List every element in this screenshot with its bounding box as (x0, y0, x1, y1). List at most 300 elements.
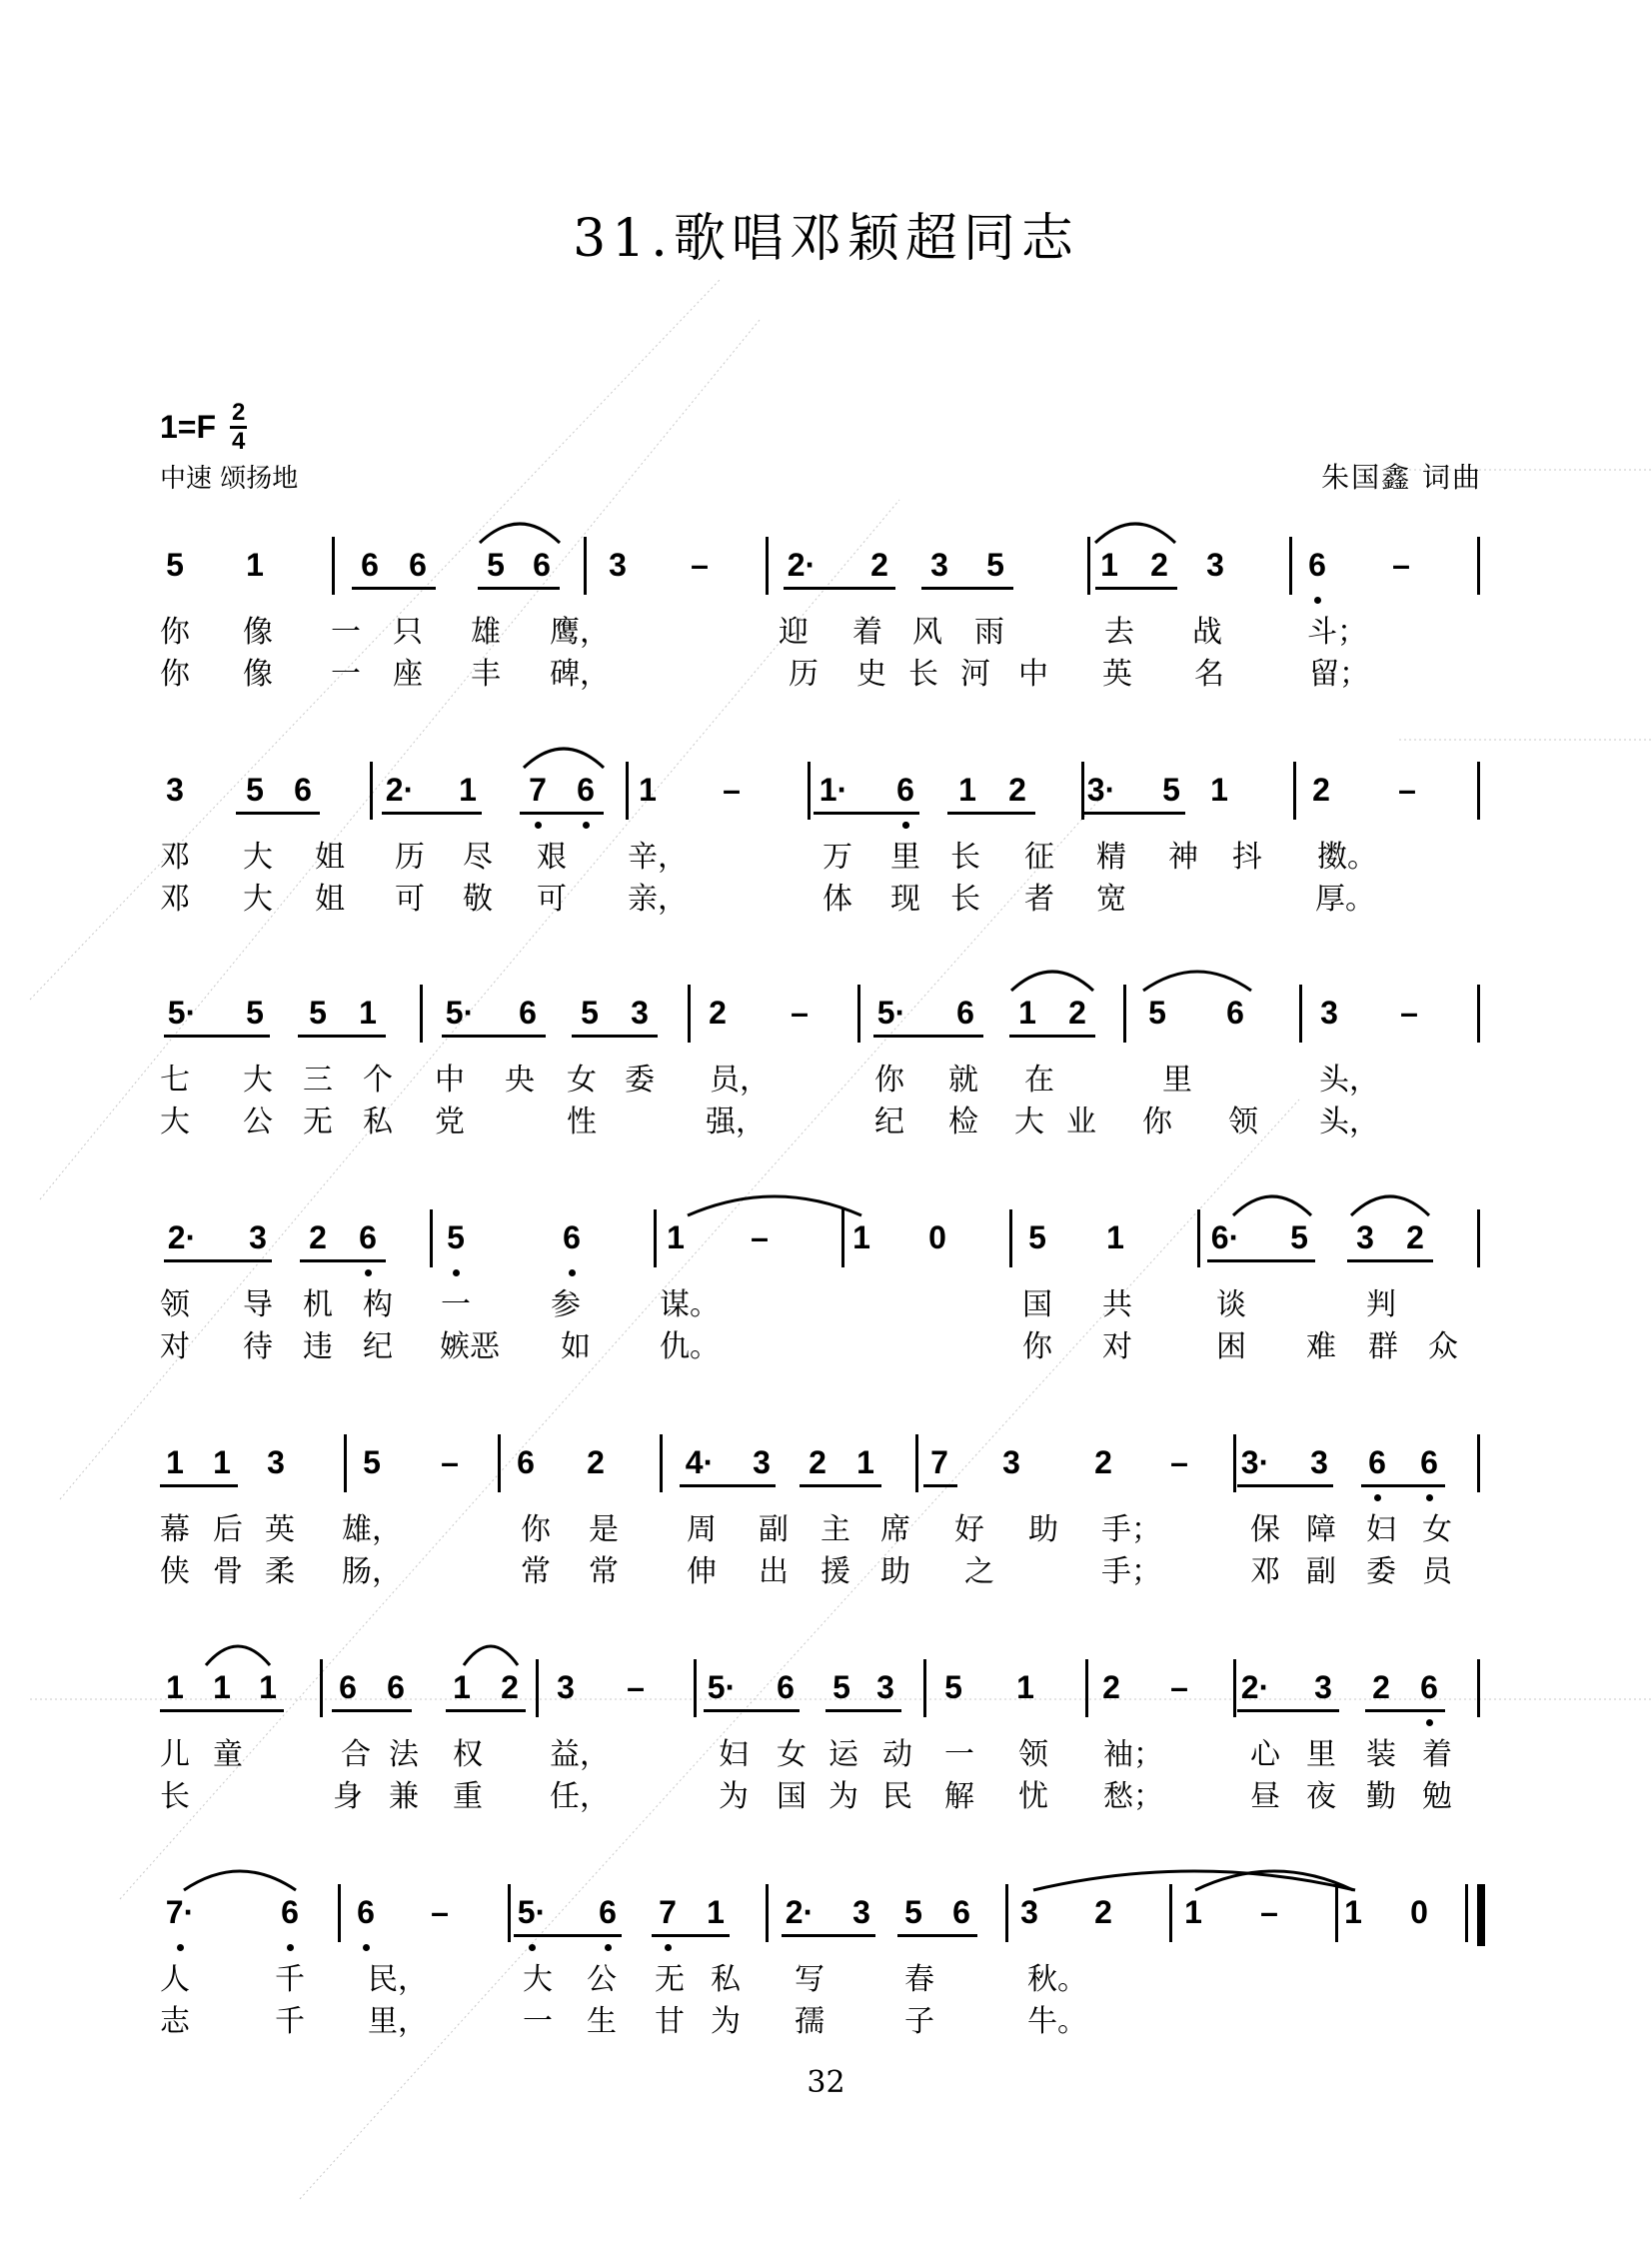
note: 1 (1016, 1669, 1034, 1705)
beam-underline (572, 1035, 658, 1038)
lyric-verse-2: 愁； (1103, 1779, 1163, 1814)
note: 5 (487, 547, 505, 583)
lyric-verse-1: 精 (1096, 840, 1126, 875)
note: 2 (1094, 1444, 1112, 1480)
lyric-verse-2: 兼 (389, 1779, 419, 1814)
lyric-verse-1: 写 (795, 1962, 825, 1997)
note: 3 (1020, 1894, 1038, 1930)
lyric-verse-1: 三 (303, 1063, 333, 1098)
lyric-verse-2: 为 (828, 1779, 858, 1814)
lyric-verse-1: 大 (523, 1962, 553, 1997)
lyric-verse-1: 副 (759, 1512, 789, 1547)
lyric-verse-2: 助 (880, 1554, 910, 1589)
lyric-verse-1: 员， (710, 1063, 770, 1098)
lyric-verse-1: 尽 (463, 840, 493, 875)
note: 5 (832, 1669, 850, 1705)
slur (1011, 972, 1093, 991)
beam-underline (826, 1709, 901, 1712)
slur (464, 1646, 518, 1665)
lyric-verse-2: 子 (904, 2004, 934, 2039)
lyric-verse-1: 长 (950, 840, 980, 875)
note: 2 (309, 1219, 327, 1255)
lyric-verse-1: 里 (1306, 1737, 1336, 1772)
lyric-verse-2: 副 (1306, 1554, 1336, 1589)
beam-underline (164, 1035, 270, 1038)
lyric-verse-1: 斗； (1307, 615, 1367, 650)
lyric-verse-2: 体 (823, 882, 852, 917)
beam-underline (782, 1934, 875, 1937)
lyric-verse-1: 擞。 (1317, 840, 1377, 875)
beam-underline (947, 812, 1035, 815)
octave-dot-below (583, 822, 590, 829)
lyric-verse-2: 里， (368, 2004, 428, 2039)
lyric-verse-2: 长 (950, 882, 980, 917)
lyric-verse-1: 艰 (537, 840, 567, 875)
lyric-verse-2: 解 (944, 1779, 974, 1814)
lyric-verse-1: 后 (213, 1512, 243, 1547)
note: 1 (667, 1219, 685, 1255)
lyric-verse-1: 一 (331, 615, 361, 650)
note: 1 (359, 995, 377, 1031)
note: 2· (385, 772, 415, 808)
lyric-verse-1: 姐 (315, 840, 345, 875)
note: – (791, 995, 809, 1031)
lyric-verse-1: 邓 (160, 840, 190, 875)
lyric-verse-1: 神 (1168, 840, 1198, 875)
lyric-verse-2: 史 (856, 657, 886, 692)
lyric-verse-2: 党 (435, 1105, 465, 1139)
note: – (1392, 547, 1410, 583)
lyric-verse-2: 历 (789, 657, 819, 692)
lyric-verse-2: 重 (453, 1779, 483, 1814)
beam-underline (800, 1484, 881, 1487)
note: 2 (1150, 547, 1168, 583)
note: 2· (787, 547, 817, 583)
note: 2 (587, 1444, 605, 1480)
lyric-verse-1: 领 (1018, 1737, 1048, 1772)
lyric-verse-1: 袖； (1103, 1737, 1163, 1772)
note: – (627, 1669, 645, 1705)
note: 6 (1308, 547, 1326, 583)
note: 7 (529, 772, 547, 808)
note: 1· (819, 772, 848, 808)
note: 0 (928, 1219, 946, 1255)
barline (660, 1434, 663, 1492)
lyric-verse-1: 参 (551, 1287, 581, 1322)
lyric-verse-2: 生 (587, 2004, 617, 2039)
barline (344, 1434, 347, 1492)
barline (1477, 1434, 1480, 1492)
lyric-verse-2: 长 (160, 1779, 190, 1814)
octave-dot-below (569, 1269, 576, 1276)
lyric-verse-1: 战 (1192, 615, 1222, 650)
note: 2 (1094, 1894, 1112, 1930)
lyric-verse-2: 如 (561, 1329, 591, 1364)
slur (1095, 524, 1175, 543)
lyric-verse-2: 任， (550, 1779, 610, 1814)
note: 5 (1290, 1219, 1308, 1255)
lyric-verse-2: 邓 (160, 882, 190, 917)
note: 5 (1148, 995, 1166, 1031)
beam-underline (446, 1709, 526, 1712)
lyric-verse-2: 名 (1194, 657, 1224, 692)
note: 6 (533, 547, 551, 583)
note: 1 (1184, 1894, 1202, 1930)
note: – (441, 1444, 459, 1480)
beam-underline (704, 1709, 800, 1712)
lyric-verse-2: 常 (589, 1554, 619, 1589)
time-denominator: 4 (232, 428, 246, 455)
lyric-verse-1: 女 (777, 1737, 807, 1772)
lyric-verse-2: 业 (1066, 1105, 1096, 1139)
barline (1233, 1434, 1236, 1492)
beam-underline (1095, 587, 1177, 590)
slur (1233, 1196, 1311, 1215)
beam-underline (514, 1934, 622, 1937)
lyric-verse-1: 判 (1366, 1287, 1396, 1322)
lyric-verse-1: 妇 (1366, 1512, 1396, 1547)
slur-layer (0, 730, 1652, 790)
slur (206, 1646, 270, 1665)
note: 5 (904, 1894, 922, 1930)
slur (480, 524, 560, 543)
lyric-verse-1: 共 (1102, 1287, 1132, 1322)
note: 6 (599, 1894, 617, 1930)
note: 6 (357, 1894, 375, 1930)
lyric-verse-2: 邓 (1250, 1554, 1280, 1589)
beam-underline (160, 1709, 284, 1712)
note: 6 (517, 1444, 535, 1480)
lyric-verse-2: 众 (1428, 1329, 1458, 1364)
octave-dot-below (287, 1944, 294, 1951)
lyric-verse-2: 对 (160, 1329, 190, 1364)
lyric-verse-2: 长 (908, 657, 938, 692)
beam-underline (1083, 812, 1185, 815)
lyric-verse-1: 妇 (719, 1737, 749, 1772)
lyric-verse-2: 嫉恶 (440, 1329, 500, 1364)
key-signature (160, 400, 247, 455)
lyric-verse-1: 里 (1162, 1063, 1192, 1098)
lyric-verse-1: 导 (243, 1287, 273, 1322)
lyric-verse-2: 大 (160, 1105, 190, 1139)
lyric-verse-2: 大 (1014, 1105, 1044, 1139)
note: 6 (1420, 1669, 1438, 1705)
lyric-verse-1: 千 (275, 1962, 305, 1997)
lyric-verse-2: 待 (243, 1329, 273, 1364)
lyric-verse-2: 私 (363, 1105, 393, 1139)
lyric-verse-2: 难 (1306, 1329, 1336, 1364)
lyric-verse-2: 你 (1022, 1329, 1052, 1364)
beam-underline (921, 587, 1013, 590)
note: 3· (1240, 1444, 1270, 1480)
lyric-verse-2: 大 (243, 882, 273, 917)
lyric-verse-1: 去 (1104, 615, 1134, 650)
lyric-verse-1: 央 (505, 1063, 535, 1098)
beam-underline (923, 1484, 957, 1487)
note: 3 (876, 1669, 894, 1705)
lyric-verse-2: 昼 (1250, 1779, 1280, 1814)
lyric-verse-1: 你 (160, 615, 190, 650)
lyric-verse-2: 现 (890, 882, 920, 917)
lyric-verse-2: 手； (1101, 1554, 1161, 1589)
lyric-verse-1: 大 (243, 1063, 273, 1098)
note: 2· (167, 1219, 197, 1255)
beam-underline (873, 1035, 983, 1038)
lyric-verse-2: 可 (537, 882, 567, 917)
key-label: 1=F (160, 409, 217, 445)
note: 1 (259, 1669, 277, 1705)
lyric-verse-2: 违 (303, 1329, 333, 1364)
beam-underline (352, 587, 436, 590)
note: 5· (707, 1669, 737, 1705)
lyric-verse-1: 机 (303, 1287, 333, 1322)
lyric-verse-2: 为 (719, 1779, 749, 1814)
lyric-verse-2: 纪 (363, 1329, 393, 1364)
note: 3 (631, 995, 649, 1031)
lyric-verse-1: 领 (160, 1287, 190, 1322)
octave-dot-below (1426, 1719, 1433, 1726)
score-system-4 (0, 1217, 1652, 1417)
note: 6· (1210, 1219, 1240, 1255)
octave-dot-below (177, 1944, 184, 1951)
beam-underline (652, 1934, 730, 1937)
lyric-verse-1: 个 (363, 1063, 393, 1098)
note: 5 (166, 547, 184, 583)
beam-underline (236, 812, 320, 815)
note: 1 (856, 1444, 874, 1480)
note: 6 (409, 547, 427, 583)
lyric-verse-1: 私 (711, 1962, 741, 1997)
lyric-verse-1: 主 (821, 1512, 850, 1547)
octave-dot-below (365, 1269, 372, 1276)
lyric-verse-2: 志 (160, 2004, 190, 2039)
note: 3 (249, 1219, 267, 1255)
beam-underline (164, 1259, 272, 1262)
note: 7 (930, 1444, 948, 1480)
lyric-verse-1: 就 (948, 1063, 978, 1098)
beam-underline (478, 587, 560, 590)
lyric-verse-1: 障 (1306, 1512, 1336, 1547)
note: 1 (1100, 547, 1118, 583)
lyric-verse-1: 保 (1250, 1512, 1280, 1547)
note: 1 (246, 547, 264, 583)
lyric-verse-2: 为 (711, 2004, 741, 2039)
note: 5· (517, 1894, 547, 1930)
note: 1 (213, 1444, 231, 1480)
lyric-verse-2: 侠 (160, 1554, 190, 1589)
lyric-verse-2: 亲， (628, 882, 688, 917)
note: 3· (1086, 772, 1116, 808)
lyric-verse-2: 者 (1024, 882, 1054, 917)
note: 3 (753, 1444, 771, 1480)
lyric-verse-1: 心 (1250, 1737, 1280, 1772)
barline (915, 1434, 918, 1492)
slur (1195, 1871, 1353, 1890)
lyric-verse-1: 公 (587, 1962, 617, 1997)
note: 2 (1008, 772, 1026, 808)
lyric-verse-1: 女 (1422, 1512, 1452, 1547)
lyric-verse-1: 秋。 (1027, 1962, 1087, 1997)
note: 6 (563, 1219, 581, 1255)
lyric-verse-1: 女 (567, 1063, 597, 1098)
lyric-verse-2: 夜 (1306, 1779, 1336, 1814)
lyric-verse-2: 性 (567, 1105, 597, 1139)
lyric-verse-2: 身 (333, 1779, 363, 1814)
lyric-verse-1: 合 (341, 1737, 371, 1772)
note: 6 (359, 1219, 377, 1255)
note: 5 (447, 1219, 465, 1255)
beam-underline (784, 587, 895, 590)
note: 2· (1240, 1669, 1270, 1705)
lyric-verse-1: 装 (1366, 1737, 1396, 1772)
note: 1 (1018, 995, 1036, 1031)
note: 3 (267, 1444, 285, 1480)
note: 1 (707, 1894, 725, 1930)
lyric-verse-1: 委 (625, 1063, 655, 1098)
slur (1143, 972, 1251, 991)
lyric-verse-1: 无 (655, 1962, 685, 1997)
note: 3 (1356, 1219, 1374, 1255)
note: – (431, 1894, 449, 1930)
beam-underline (897, 1934, 977, 1937)
lyric-verse-1: 辛， (628, 840, 688, 875)
lyric-verse-2: 肠， (342, 1554, 402, 1589)
page-number: 32 (807, 2065, 845, 2100)
lyric-verse-1: 抖 (1232, 840, 1262, 875)
note: 5 (1028, 1219, 1046, 1255)
note: 3 (1002, 1444, 1020, 1480)
note: 2 (870, 547, 888, 583)
score-system-7 (0, 1892, 1652, 2092)
note: 5 (986, 547, 1004, 583)
lyric-verse-2: 牛。 (1027, 2004, 1087, 2039)
lyric-verse-2: 对 (1102, 1329, 1132, 1364)
note: 6 (777, 1669, 795, 1705)
lyric-verse-1: 你 (874, 1063, 904, 1098)
lyric-verse-1: 民， (368, 1962, 428, 1997)
note: 1 (852, 1219, 870, 1255)
lyric-verse-2: 敬 (463, 882, 493, 917)
slur-layer (0, 1852, 1652, 1912)
lyric-verse-1: 中 (435, 1063, 465, 1098)
lyric-verse-2: 勤 (1366, 1779, 1396, 1814)
lyric-verse-1: 儿 (160, 1737, 190, 1772)
note: 5 (246, 995, 264, 1031)
lyric-verse-1: 只 (393, 615, 423, 650)
slur (184, 1871, 296, 1890)
note: 1 (213, 1669, 231, 1705)
slur (688, 1196, 861, 1215)
slur (524, 749, 604, 768)
beam-underline (680, 1484, 776, 1487)
lyric-verse-1: 万 (823, 840, 852, 875)
slur-layer (0, 505, 1652, 565)
lyric-verse-1: 大 (243, 840, 273, 875)
beam-underline (1361, 1484, 1445, 1487)
lyric-verse-2: 检 (948, 1105, 978, 1139)
note: 5· (167, 995, 197, 1031)
lyric-verse-1: 着 (1422, 1737, 1452, 1772)
lyric-verse-1: 好 (954, 1512, 984, 1547)
note: 6 (952, 1894, 970, 1930)
lyric-verse-1: 征 (1024, 840, 1054, 875)
note: 3 (1320, 995, 1338, 1031)
lyric-verse-1: 周 (687, 1512, 717, 1547)
lyric-verse-2: 领 (1228, 1105, 1258, 1139)
lyric-verse-2: 一 (523, 2004, 553, 2039)
note: 5 (246, 772, 264, 808)
lyric-verse-2: 强， (706, 1105, 766, 1139)
lyric-verse-1: 里 (890, 840, 920, 875)
lyric-verse-1: 人 (160, 1962, 190, 1997)
lyric-verse-2: 公 (243, 1105, 273, 1139)
lyric-verse-1: 雄， (342, 1512, 402, 1547)
note: – (1260, 1894, 1278, 1930)
lyric-verse-2: 甘 (655, 2004, 685, 2039)
lyric-verse-1: 幕 (160, 1512, 190, 1547)
lyric-verse-2: 孺 (795, 2004, 825, 2039)
note: 2 (1406, 1219, 1424, 1255)
note: 3 (1314, 1669, 1332, 1705)
lyric-verse-2: 中 (1018, 657, 1048, 692)
note: 3 (166, 772, 184, 808)
barline (498, 1434, 501, 1492)
lyric-verse-2: 座 (393, 657, 423, 692)
note: 1 (166, 1669, 184, 1705)
slur-layer (0, 953, 1652, 1013)
octave-dot-below (529, 1944, 536, 1951)
lyric-verse-2: 一 (331, 657, 361, 692)
note: 2 (709, 995, 727, 1031)
note: 1 (639, 772, 657, 808)
note: 1 (459, 772, 477, 808)
octave-dot-below (453, 1269, 460, 1276)
lyric-verse-2: 丰 (471, 657, 501, 692)
beam-underline (1237, 1484, 1333, 1487)
lyric-verse-1: 雨 (974, 615, 1004, 650)
octave-dot-below (902, 822, 909, 829)
lyric-verse-2: 柔 (265, 1554, 295, 1589)
beam-underline (160, 1484, 238, 1487)
note: – (723, 772, 741, 808)
octave-dot-below (535, 822, 542, 829)
lyric-verse-1: 一 (441, 1287, 471, 1322)
lyric-verse-2: 河 (960, 657, 990, 692)
note: 6 (896, 772, 914, 808)
note: 5· (445, 995, 475, 1031)
lyric-verse-2: 群 (1368, 1329, 1398, 1364)
lyric-verse-2: 你 (160, 657, 190, 692)
lyric-verse-2: 无 (303, 1105, 333, 1139)
beam-underline (1365, 1709, 1445, 1712)
lyric-verse-1: 历 (395, 840, 425, 875)
lyric-verse-2: 英 (1102, 657, 1132, 692)
tempo-marking: 中速 颂扬地 (160, 464, 299, 494)
note: 6 (387, 1669, 405, 1705)
lyric-verse-2: 头， (1319, 1105, 1379, 1139)
note: 5 (363, 1444, 381, 1480)
octave-dot-below (363, 1944, 370, 1951)
score-system-5 (0, 1442, 1652, 1642)
note: 3 (1206, 547, 1224, 583)
lyric-verse-2: 员 (1422, 1554, 1452, 1589)
lyric-verse-1: 像 (243, 615, 273, 650)
lyric-verse-2: 千 (275, 2004, 305, 2039)
note: 5 (309, 995, 327, 1031)
lyric-verse-1: 手； (1101, 1512, 1161, 1547)
lyric-verse-2: 忧 (1018, 1779, 1048, 1814)
note: 3 (609, 547, 627, 583)
